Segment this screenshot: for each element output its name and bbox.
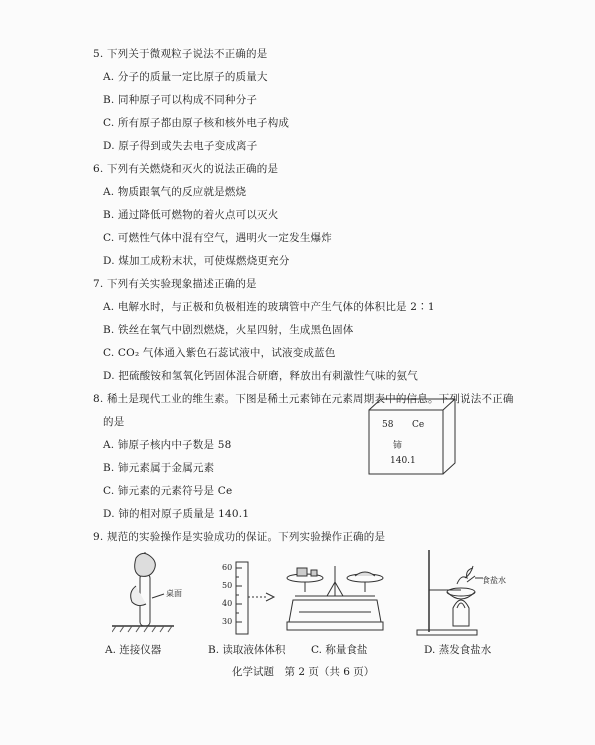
q8-option-a: A. 铈原子核内中子数是 58 [103,439,232,451]
q5-option-c: C. 所有原子都由原子核和核外电子构成 [103,117,290,129]
q6-option-a: A. 物质跟氧气的反应就是燃烧 [103,186,247,198]
question-9-stem: 9. 规范的实验操作是实验成功的保证。下列实验操作正确的是 [93,531,386,543]
q8-option-d: D. 铈的相对原子质量是 140.1 [103,508,250,520]
figure-c-balance-drawing [285,556,385,638]
figure-c-caption: C. 称量食盐 [311,644,368,656]
q7-option-a: A. 电解水时，与正极和负极相连的玻璃管中产生气体的体积比是 2∶1 [103,301,435,313]
q8-option-b: B. 铈元素属于金属元素 [103,462,215,474]
q5-option-d: D. 原子得到或失去电子变成离子 [103,140,258,152]
q5-option-b: B. 同种原子可以构成不同种分子 [103,94,258,106]
question-5-stem: 5. 下列关于微观粒子说法不正确的是 [93,48,268,60]
figure-a-caption: A. 连接仪器 [105,644,162,656]
figure-b-tick-40: 40 [222,599,233,608]
q8-option-c: C. 铈元素的元素符号是 Ce [103,485,233,497]
figure-b-tick-60: 60 [222,563,233,572]
element-atomic-number: 58 [382,420,394,430]
question-8-stem-cont: 的是 [103,416,125,428]
figure-a-table-label: 桌面 [166,589,182,598]
figure-b-tick-50: 50 [222,581,233,590]
figure-a-drawing [112,548,197,638]
figure-b-cylinder-drawing [208,560,278,638]
q6-option-b: B. 通过降低可燃物的着火点可以灭火 [103,209,279,221]
element-atomic-mass: 140.1 [390,456,416,466]
q6-option-d: D. 煤加工成粉末状，可使煤燃烧更充分 [103,255,290,267]
figure-d-evaporation-drawing [405,548,515,638]
q7-option-d: D. 把硫酸铵和氢氧化钙固体混合研磨，释放出有刺激性气味的氨气 [103,370,418,382]
q6-option-c: C. 可燃性气体中混有空气，遇明火一定发生爆炸 [103,232,332,244]
figure-b-tick-30: 30 [222,617,233,626]
figure-d-label: 食盐水 [482,576,506,585]
question-8-stem: 8. 稀土是现代工业的维生素。下图是稀土元素铈在元素周期表中的信息。下列说法不正确 [93,393,514,405]
figure-d-caption: D. 蒸发食盐水 [424,644,492,656]
figure-d-evaporating [405,548,515,638]
question-7-stem: 7. 下列有关实验现象描述正确的是 [93,278,257,290]
figure-b-caption: B. 读取液体体积 [208,644,286,656]
figure-c-weighing-salt [285,556,385,638]
figure-b-reading-volume [208,560,278,638]
q7-option-b: B. 铁丝在氧气中剧烈燃烧，火星四射，生成黑色固体 [103,324,354,336]
element-symbol: Ce [412,420,425,430]
page-footer: 化学试题 第 2 页（共 6 页） [232,666,375,678]
q5-option-a: A. 分子的质量一定比原子的质量大 [103,71,268,83]
figure-a-connecting-apparatus [112,548,197,638]
question-6-stem: 6. 下列有关燃烧和灭火的说法正确的是 [93,163,279,175]
element-name: 铈 [393,441,403,451]
element-cell [368,398,458,476]
q7-option-c: C. CO₂ 气体通入紫色石蕊试液中，试液变成蓝色 [103,347,336,359]
